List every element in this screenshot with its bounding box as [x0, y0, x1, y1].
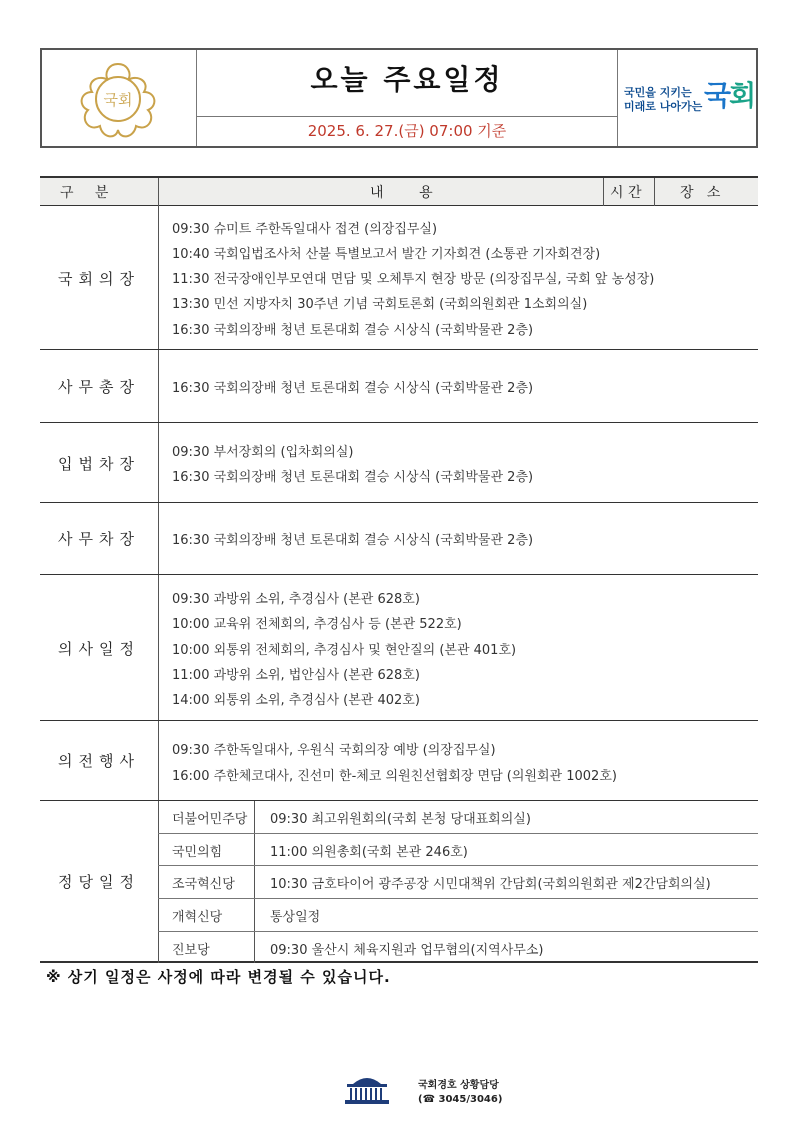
divider	[617, 50, 618, 146]
brand-logo-part: 회	[729, 79, 755, 112]
divider	[197, 116, 617, 117]
phone-number: (☎ 3045/3046)	[418, 1094, 503, 1105]
schedule-item: 14:00 외통위 소위, 추경심사 (본관 402호)	[172, 693, 420, 708]
schedule-item: 10:40 국회입법조사처 산불 특별보고서 발간 기자회견 (소통관 기자회견장)	[172, 247, 601, 262]
page-title: 오늘 주요일정	[310, 63, 504, 96]
party-event: 09:30 최고위원회의(국회 본청 당대표회의실)	[270, 812, 531, 827]
party-name: 더불어민주당	[172, 812, 248, 827]
party-name: 국민의힘	[172, 845, 223, 860]
party-event: 10:30 금호타이어 광주공장 시민대책위 간담회(국회의원회관 제2간담회의실)	[270, 877, 711, 892]
row-divider	[158, 898, 758, 899]
national-assembly-seal-icon	[72, 58, 164, 140]
party-name: 진보당	[172, 943, 210, 958]
svg-text:국회: 국회	[103, 91, 133, 109]
column-divider	[654, 178, 655, 206]
brand-logo-part: 국	[704, 79, 730, 112]
row-divider	[40, 422, 758, 423]
party-name: 개혁신당	[172, 910, 223, 925]
schedule-table	[40, 176, 758, 963]
category-protocol-events: 의전행사	[58, 752, 140, 770]
party-event: 11:00 의원총회(국회 본관 246호)	[270, 845, 468, 860]
schedule-item: 09:30 슈미트 주한독일대사 접견 (의장집무실)	[172, 222, 438, 237]
schedule-item: 13:30 민선 지방자치 30주년 기념 국회토론회 (국회의원회관 1소회의실)	[172, 297, 588, 312]
schedule-item: 10:00 교육위 전체회의, 추경심사 등 (본관 522호)	[172, 617, 462, 632]
header-content: 내 용	[370, 185, 433, 201]
party-event: 09:30 울산시 체육지원과 업무협의(지역사무소)	[270, 943, 544, 958]
schedule-item: 16:30 국회의장배 청년 토론대회 결승 시상식 (국회박물관 2층)	[172, 381, 534, 396]
party-event: 통상일정	[270, 910, 321, 925]
header-place: 장 소	[680, 185, 721, 201]
row-divider	[158, 931, 758, 932]
header-time: 시 간	[610, 185, 642, 201]
schedule-item: 10:00 외통위 전체회의, 추경심사 및 현안질의 (본관 401호)	[172, 643, 517, 658]
schedule-item: 11:00 과방위 소위, 법안심사 (본관 628호)	[172, 668, 420, 683]
category-deputy-secretary: 사무차장	[58, 530, 140, 548]
row-divider	[158, 865, 758, 866]
schedule-item: 16:30 국회의장배 청년 토론대회 결승 시상식 (국회박물관 2층)	[172, 470, 534, 485]
category-secretary-general: 사무총장	[58, 378, 140, 396]
schedule-item: 09:30 부서장회의 (입차회의실)	[172, 445, 354, 460]
assembly-building-icon	[343, 1072, 391, 1106]
schedule-item: 16:00 주한체코대사, 진선미 한-체코 의원친선협회장 면담 (의원회관 1002호)	[172, 769, 617, 784]
department-label: 국회경호 상황담당	[418, 1080, 499, 1091]
row-divider	[40, 349, 758, 350]
schedule-item: 09:30 주한독일대사, 우원식 국회의장 예방 (의장집무실)	[172, 743, 496, 758]
notice-text: ※ 상기 일정은 사정에 따라 변경될 수 있습니다.	[46, 968, 391, 986]
header-category: 구 분	[60, 185, 111, 201]
party-name: 조국혁신당	[172, 877, 235, 892]
header-box	[40, 48, 758, 148]
brand-logo	[704, 74, 754, 114]
slogan-line-2: 미래로 나아가는	[624, 100, 703, 113]
column-divider	[254, 800, 255, 963]
column-divider	[158, 178, 159, 963]
schedule-item: 16:30 국회의장배 청년 토론대회 결승 시상식 (국회박물관 2층)	[172, 533, 534, 548]
reference-date: 2025. 6. 27.(금) 07:00 기준	[307, 122, 507, 140]
row-divider	[40, 574, 758, 575]
row-divider	[158, 833, 758, 834]
category-proceedings: 의사일정	[58, 640, 140, 658]
column-divider	[603, 178, 604, 206]
category-party-schedule: 정당일정	[58, 873, 140, 891]
schedule-item: 16:30 국회의장배 청년 토론대회 결승 시상식 (국회박물관 2층)	[172, 323, 534, 338]
category-legislative-deputy: 입법차장	[58, 455, 140, 473]
category-speaker: 국회의장	[58, 270, 140, 288]
schedule-item: 11:30 전국장애인부모연대 면담 및 오체투지 현장 방문 (의장집무실, 국회 앞 농성장)	[172, 272, 655, 287]
row-divider	[40, 502, 758, 503]
row-divider	[40, 720, 758, 721]
schedule-item: 09:30 과방위 소위, 추경심사 (본관 628호)	[172, 592, 420, 607]
row-divider	[40, 800, 758, 801]
slogan-line-1: 국민을 지키는	[624, 86, 692, 99]
